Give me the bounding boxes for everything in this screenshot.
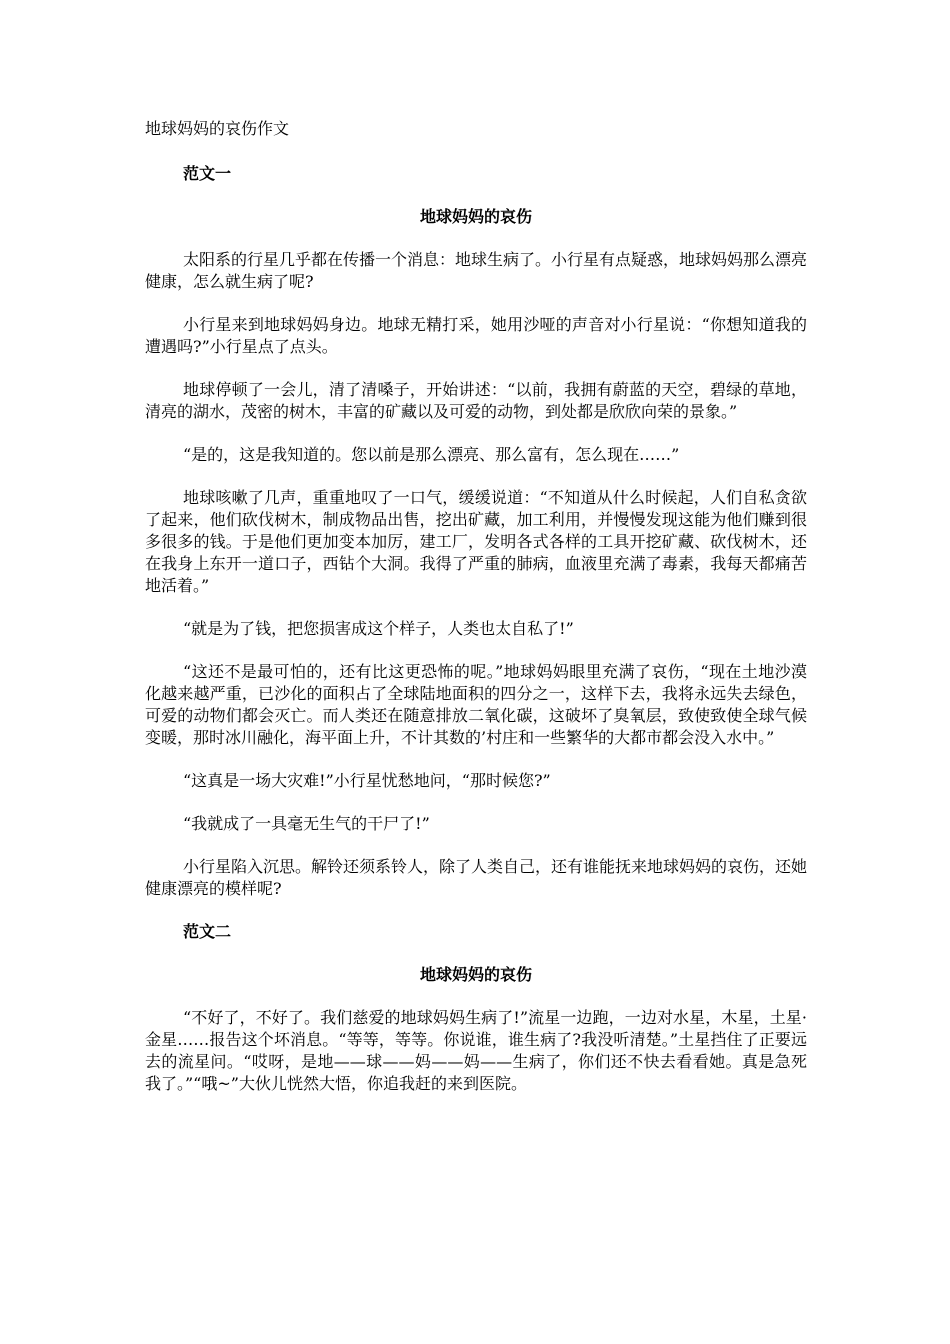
section-label: 范文二: [183, 922, 232, 941]
paragraph: 小行星陷入沉思。解铃还须系铃人，除了人类自己，还有谁能抚来地球妈妈的哀伤，还她健康漂亮的模样呢?: [145, 857, 808, 898]
essay-title: 地球妈妈的哀伤: [419, 965, 532, 984]
paragraph: “是的，这是我知道的。您以前是那么漂亮、那么富有，怎么现在……”: [183, 445, 680, 464]
essay-title: 地球妈妈的哀伤: [419, 207, 532, 226]
paragraph: 小行星来到地球妈妈身边。地球无精打采，她用沙哑的声音对小行星说：“你想知道我的遭遇吗?”小行星点了点头。: [145, 315, 807, 356]
paragraph: “不好了，不好了。我们慈爱的地球妈妈生病了!”流星一边跑，一边对水星，木星，土星·金星……报告这个坏消息。“等等，等等。你说谁，谁生病了?我没听清楚。”土星挡住了正要远去的流星问。“哎呀，是地——球——妈——妈——生病了，你们还不快去看看她。真是急死我了。”“哦~”大伙儿恍然大悟，你追我赶的来到医院。: [145, 1008, 807, 1093]
paragraph: “这真是一场大灾难!”小行星忧愁地问，“那时候您?”: [183, 771, 551, 790]
paragraph: 太阳系的行星几乎都在传播一个消息：地球生病了。小行星有点疑惑，地球妈妈那么漂亮健康，怎么就生病了呢?: [145, 250, 808, 291]
paragraph: “我就成了一具毫无生气的干尸了!”: [183, 814, 430, 833]
paragraph: “就是为了钱，把您损害成这个样子，人类也太自私了!”: [183, 619, 574, 638]
section-label: 范文一: [183, 164, 232, 183]
paragraph: 地球咳嗽了几声，重重地叹了一口气，缓缓说道：“不知道从什么时候起，人们自私贪欲了起来，他们砍伐树木，制成物品出售，挖出矿藏，加工利用，并慢慢发现这能为他们赚到很多很多的钱。于是他们更加变本加厉，建工厂，发明各式各样的工具开挖矿藏、砍伐树木，还在我身上东开一道口子，西钻个大洞。我得了严重的肺病，血液里充满了毒素，我每天都痛苦地活着。”: [145, 488, 807, 595]
paragraph: 地球停顿了一会儿，清了清嗓子，开始讲述：“以前，我拥有蔚蓝的天空，碧绿的草地，清亮的湖水，茂密的树木，丰富的矿藏以及可爱的动物，到处都是欣欣向荣的景象。”: [145, 380, 807, 421]
paragraph: “这还不是最可怕的，还有比这更恐怖的呢。”地球妈妈眼里充满了哀伤，“现在土地沙漠化越来越严重，已沙化的面积占了全球陆地面积的四分之一，这样下去，我将永远失去绿色，可爱的动物们都会灭亡。而人类还在随意排放二氧化碳，这破坏了臭氧层，致使致使全球气候变暖，那时冰川融化，海平面上升，不计其数的’村庄和一些繁华的大都市都会没入水中。”: [145, 662, 807, 747]
document-title: 地球妈妈的哀伤作文: [145, 119, 290, 138]
document-body: [145, 163, 807, 1116]
